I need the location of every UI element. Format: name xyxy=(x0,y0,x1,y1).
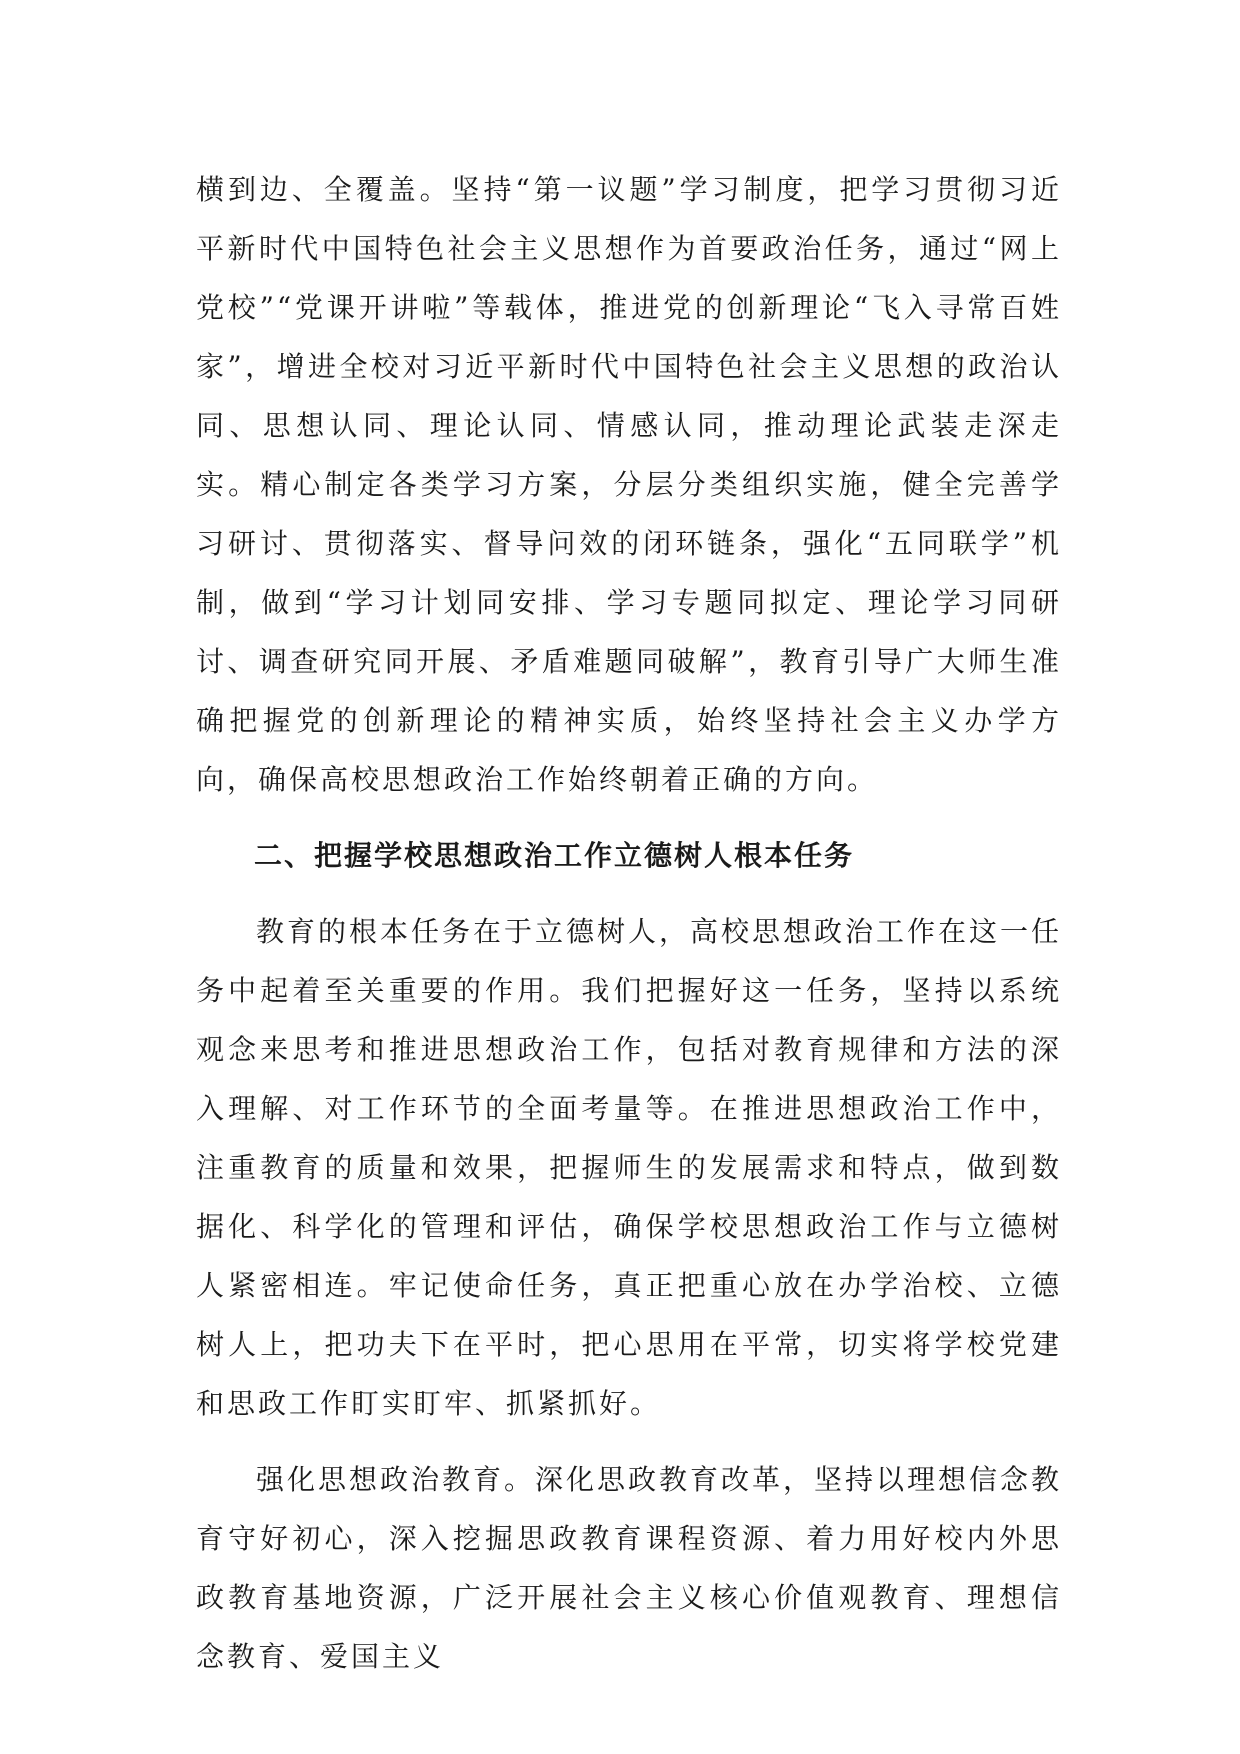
body-paragraph: 横到边、全覆盖。坚持“第一议题”学习制度，把学习贯彻习近平新时代中国特色社会主义思想作为首要政治任务，通过“网上党校”“党课开讲啦”等载体，推进党的创新理论“飞入寻常百姓家”，增进全校对习近平新时代中国特色社会主义思想的政治认同、思想认同、理论认同、情感认同，推动理论武装走深走实。精心制定各类学习方案，分层分类组织实施，健全完善学习研讨、贯彻落实、督导问效的闭环链条，强化“五同联学”机制，做到“学习计划同安排、学习专题同拟定、理论学习同研讨、调查研究同开展、矛盾难题同破解”，教育引导广大师生准确把握党的创新理论的精神实质，始终坚持社会主义办学方向，确保高校思想政治工作始终朝着正确的方向。 xyxy=(196,173,1062,796)
body-paragraph: 教育的根本任务在于立德树人，高校思想政治工作在这一任务中起着至关重要的作用。我们把握好这一任务，坚持以系统观念来思考和推进思想政治工作，包括对教育规律和方法的深入理解、对工作环节的全面考量等。在推进思想政治工作中，注重教育的质量和效果，把握师生的发展需求和特点，做到数据化、科学化的管理和评估，确保学校思想政治工作与立德树人紧密相连。牢记使命任务，真正把重心放在办学治校、立德树人上，把功夫下在平时，把心思用在平常，切实将学校党建和思政工作盯实盯牢、抓紧抓好。 xyxy=(196,915,1063,1420)
section-heading: 二、把握学校思想政治工作立德树人根本任务 xyxy=(254,839,855,872)
document-body xyxy=(196,160,1062,1686)
body-paragraph: 强化思想政治教育。深化思政教育改革，坚持以理想信念教育守好初心，深入挖掘思政教育课程资源、着力用好校内外思政教育基地资源，广泛开展社会主义核心价值观教育、理想信念教育、爱国主义 xyxy=(196,1463,1063,1673)
